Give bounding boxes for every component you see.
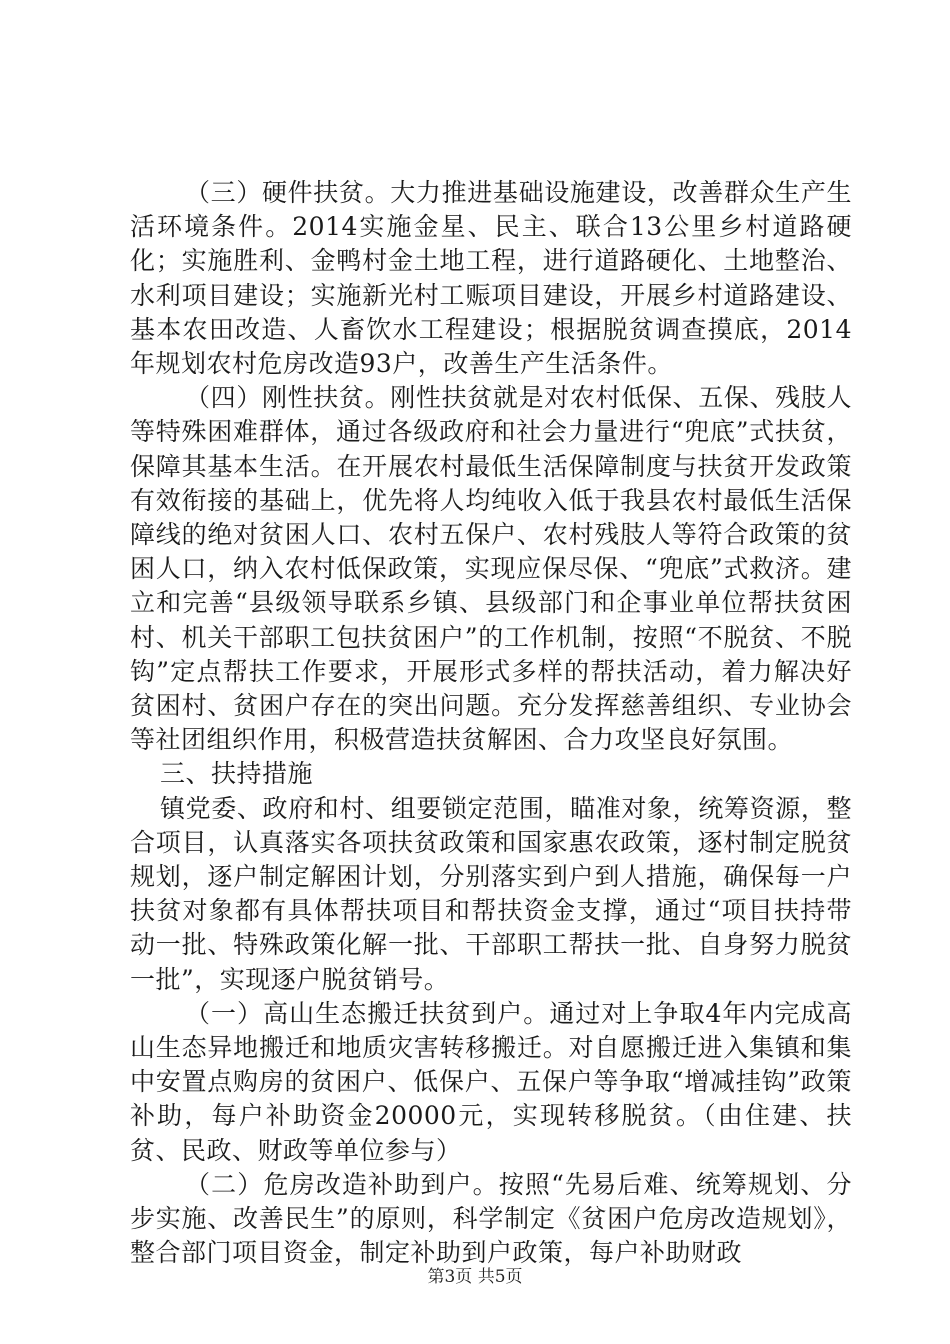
section-heading-support-measures: 三、扶持措施 — [160, 759, 314, 789]
paragraph-hardware-poverty: （三）硬件扶贫。大力推进基础设施建设，改善群众生产生活环境条件。2014实施金星、民主、联合13公里乡村道路硬化；实施胜利、金鸭村金土地工程，进行道路硬化、土地整治、水利项目建设；实施新光村工赈项目建设，开展乡村道路建设、基本农田改造、人畜饮水工程建设；根据脱贫调查摸底，2014年规划农村危房改造93户，改善生产生活条件。 — [130, 178, 852, 379]
paragraph-rigid-poverty: （四）刚性扶贫。刚性扶贫就是对农村低保、五保、残肢人等特殊困难群体，通过各级政府和社会力量进行“兜底”式扶贫，保障其基本生活。在开展农村最低生活保障制度与扶贫开发政策有效衔接的基础上，优先将人均纯收入低于我县农村最低生活保障线的绝对贫困人口、农村五保户、农村残肢人等符合政策的贫困人口，纳入农村低保政策，实现应保尽保、“兜底”式救济。建立和完善“县级领导联系乡镇、县级部门和企事业单位帮扶贫困村、机关干部职工包扶贫困户”的工作机制，按照“不脱贫、不脱钩”定点帮扶工作要求，开展形式多样的帮扶活动，着力解决好贫困村、贫困户存在的突出问题。充分发挥慈善组织、专业协会等社团组织作用，积极营造扶贫解困、合力攻坚良好氛围。 — [130, 383, 852, 755]
paragraph-relocation: （一）高山生态搬迁扶贫到户。通过对上争取4年内完成高山生态异地搬迁和地质灾害转移搬迁。对自愿搬迁进入集镇和集中安置点购房的贫困户、低保户、五保户等争取“增减挂钩”政策补助，每户补助资金20000元，实现转移脱贫。（由住建、扶贫、民政、财政等单位参与） — [130, 998, 852, 1165]
paragraph-housing-renovation: （二）危房改造补助到户。按照“先易后难、统筹规划、分步实施、改善民生”的原则，科学制定《贫困户危房改造规划》，整合部门项目资金，制定补助到户政策，每户补助财政 — [130, 1169, 852, 1268]
paragraph-support-overview: 镇党委、政府和村、组要锁定范围，瞄准对象，统筹资源，整合项目，认真落实各项扶贫政策和国家惠农政策，逐村制定脱贫规划，逐户制定解困计划，分别落实到户到人措施，确保每一户扶贫对象都有具体帮扶项目和帮扶资金支撑，通过“项目扶持带动一批、特殊政策化解一批、干部职工帮扶一批、自身努力脱贫一批”，实现逐户脱贫销号。 — [130, 793, 852, 994]
document-body — [130, 176, 852, 1271]
page-number-footer: 第3页 共5页 — [427, 1267, 523, 1287]
